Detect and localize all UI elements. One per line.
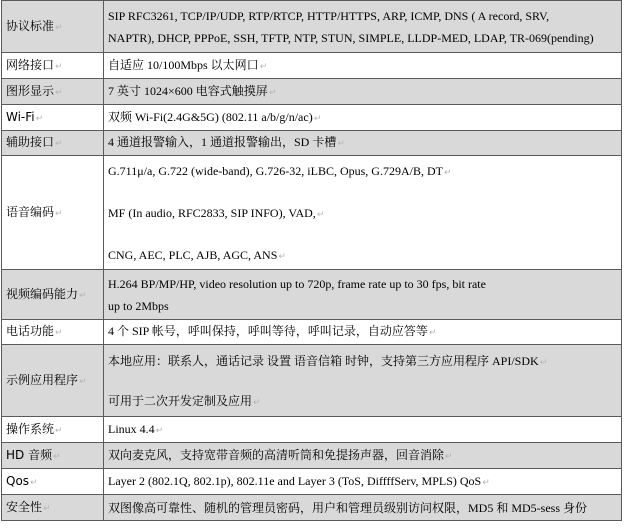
row-label: 语音编码↵ <box>2 156 104 270</box>
paragraph-mark-icon: ↵ <box>337 139 345 149</box>
paragraph-mark-icon: ↵ <box>428 328 437 338</box>
paragraph-mark-icon: ↵ <box>55 22 63 33</box>
row-label: 网络接口↵ <box>2 53 104 79</box>
row-label: 操作系统↵ <box>2 417 104 443</box>
row-label: Qos↵ <box>2 469 104 495</box>
row-label: Wi-Fi↵ <box>2 105 104 131</box>
row-value: 7 英寸 1024×600 电容式触摸屏↵ <box>104 79 622 105</box>
row-value: 自适应 10/100Mbps 以太网口↵ <box>104 53 622 79</box>
paragraph-mark-icon: ↵ <box>55 87 63 98</box>
paragraph-mark-icon: ↵ <box>259 61 268 72</box>
row-label: HD 音频↵ <box>2 443 104 469</box>
table-row <box>2 495 622 521</box>
table-row <box>2 469 622 495</box>
paragraph-mark-icon: ↵ <box>43 503 51 514</box>
row-value <box>104 345 622 417</box>
row-value: 4 通道报警输入，1 通道报警输出，SD 卡槽↵ <box>104 131 622 156</box>
table-row <box>2 270 622 320</box>
row-value: Layer 2 (802.1Q, 802.1p), 802.11e and Layer 3 (ToS, DiffffServ, MPLS) QoS↵ <box>104 469 622 495</box>
paragraph-mark-icon: ↵ <box>268 87 277 98</box>
paragraph-mark-icon: ↵ <box>55 61 63 72</box>
row-value: 4 个 SIP 帐号，呼叫保持，呼叫等待，呼叫记录，自动应答等↵ <box>104 320 622 345</box>
table-row <box>2 417 622 443</box>
paragraph-mark-icon: ↵ <box>539 357 548 368</box>
row-label: 辅助接口↵ <box>2 131 104 156</box>
row-label: 协议标准↵ <box>2 1 104 53</box>
paragraph-mark-icon: ↵ <box>53 451 61 462</box>
paragraph-mark-icon: ↵ <box>30 477 38 488</box>
table-row <box>2 345 622 417</box>
paragraph-mark-icon: ↵ <box>55 139 63 149</box>
row-label: 图形显示↵ <box>2 79 104 105</box>
paragraph-mark-icon: ↵ <box>313 113 322 124</box>
paragraph-mark-icon: ↵ <box>55 328 63 338</box>
paragraph-mark-icon: ↵ <box>316 209 325 220</box>
paragraph-mark-icon: ↵ <box>35 113 44 124</box>
value-line: H.264 BP/MP/HP, video resolution up to 720p, frame rate up to 30 fps, bit rate <box>108 276 486 291</box>
row-value: Linux 4.4↵ <box>104 417 622 443</box>
table-row <box>2 443 622 469</box>
table-row <box>2 131 622 156</box>
paragraph-mark-icon: ↵ <box>79 290 87 301</box>
row-label: 电话功能↵ <box>2 320 104 345</box>
value-line: 可用于二次开发定制及应用 <box>108 393 253 408</box>
paragraph-mark-icon: ↵ <box>55 208 63 219</box>
spec-table <box>1 0 622 521</box>
row-label: 安全性↵ <box>2 495 104 521</box>
paragraph-mark-icon: ↵ <box>445 451 453 462</box>
row-value <box>104 270 622 320</box>
paragraph-mark-icon: ↵ <box>443 167 452 178</box>
table-row <box>2 53 622 79</box>
row-value: 双图像高可靠性、随机的管理员密码，用户和管理员级别访问权限，MD5 和 MD5-sess 身份 <box>104 495 622 521</box>
value-line: MF (In audio, RFC2833, SIP INFO), VAD, <box>108 205 316 220</box>
table-row <box>2 79 622 105</box>
paragraph-mark-icon: ↵ <box>278 251 286 262</box>
row-value: 双向麦克风，支持宽带音频的高清听筒和免提扬声器，回音消除↵ <box>104 443 622 469</box>
value-line: NAPTR), DHCP, PPPoE, SSH, TFTP, NTP, STUN, SIMPLE, LLDP-MED, LDAP, TR-069(pending) <box>108 30 594 45</box>
table-row <box>2 320 622 345</box>
paragraph-mark-icon: ↵ <box>155 425 164 436</box>
paragraph-mark-icon: ↵ <box>55 425 63 436</box>
value-line: G.711μ/a, G.722 (wide-band), G.726-32, iLBC, Opus, G.729A/B, DT <box>108 163 443 178</box>
paragraph-mark-icon: ↵ <box>482 477 490 488</box>
paragraph-mark-icon: ↵ <box>253 397 261 408</box>
row-value <box>104 156 622 270</box>
table-row <box>2 1 622 53</box>
row-value <box>104 1 622 53</box>
table-row <box>2 156 622 270</box>
row-label: 示例应用程序↵ <box>2 345 104 417</box>
table-row <box>2 105 622 131</box>
row-value: 双频 Wi-Fi(2.4G&5G) (802.11 a/b/g/n/ac)↵ <box>104 105 622 131</box>
paragraph-mark-icon: ↵ <box>79 376 87 387</box>
value-line: 本地应用：联系人，通话记录 设置 语音信箱 时钟，支持第三方应用程序 API/SDK <box>108 353 539 368</box>
value-line: up to 2Mbps <box>108 298 169 313</box>
row-label: 视频编码能力↵ <box>2 270 104 320</box>
value-line: CNG, AEC, PLC, AJB, AGC, ANS <box>108 247 278 262</box>
value-line: SIP RFC3261, TCP/IP/UDP, RTP/RTCP, HTTP/HTTPS, ARP, ICMP, DNS ( A record, SRV, <box>108 8 550 23</box>
